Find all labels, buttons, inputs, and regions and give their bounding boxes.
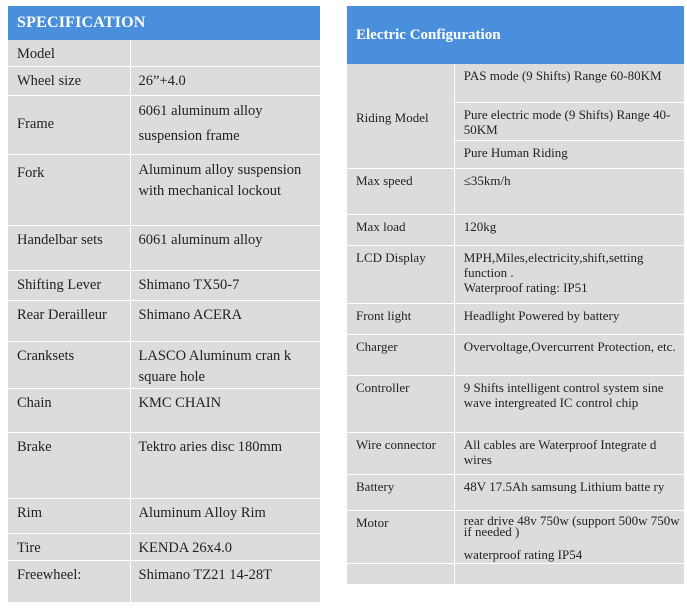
specification-table (8, 6, 320, 603)
elec-label: Riding Model (347, 64, 454, 168)
spec-value: 6061 aluminum alloy suspension frame (130, 95, 320, 154)
elec-row-charger (347, 334, 684, 375)
spec-value: Shimano TX50-7 (130, 270, 320, 300)
spec-label: Frame (8, 95, 130, 154)
elec-row-riding-model (347, 64, 684, 102)
spec-row-frame (8, 95, 320, 154)
elec-empty-cell (454, 563, 684, 584)
elec-row-lcd-display (347, 245, 684, 303)
elec-value-group (454, 245, 684, 303)
spec-row-tire (8, 533, 320, 560)
elec-row-wire-connector (347, 432, 684, 474)
elec-row-motor (347, 510, 684, 563)
spec-row-model (8, 40, 320, 66)
elec-value: All cables are Waterproof Integrate d wires (454, 432, 684, 474)
elec-value: PAS mode (9 Shifts) Range 60-80KM (454, 64, 684, 102)
spec-row-fork (8, 154, 320, 225)
spec-row-rim (8, 498, 320, 533)
elec-label: Max speed (347, 168, 454, 214)
spec-value: KENDA 26x4.0 (130, 533, 320, 560)
elec-value: Pure electric mode (9 Shifts) Range 40-50KM (454, 102, 684, 140)
elec-value: rear drive 48v 750w (support 500w 750w if needed ) (463, 512, 680, 539)
spec-label: Rim (8, 498, 130, 533)
elec-value: 48V 17.5Ah samsung Lithium batte ry (454, 474, 684, 510)
elec-row-front-light (347, 303, 684, 334)
elec-row-battery (347, 474, 684, 510)
specification-header (8, 6, 320, 40)
spec-label: Handelbar sets (8, 225, 130, 270)
spec-label: Cranksets (8, 341, 130, 388)
spec-row-shifting-lever (8, 270, 320, 300)
spec-value: 6061 aluminum alloy (130, 225, 320, 270)
elec-value: Pure Human Riding (454, 140, 684, 168)
spec-value: Shimano ACERA (130, 300, 320, 341)
elec-label: Max load (347, 214, 454, 245)
elec-row-max-speed (347, 168, 684, 214)
elec-row-empty (347, 563, 684, 584)
elec-label: LCD Display (347, 245, 454, 303)
elec-value: 120kg (454, 214, 684, 245)
spec-label: Freewheel: (8, 560, 130, 602)
electric-title: Electric Configuration (356, 26, 501, 43)
spec-value: LASCO Aluminum cran k square hole (130, 341, 320, 388)
elec-label: Front light (347, 303, 454, 334)
electric-configuration-table (347, 6, 684, 585)
elec-value: waterproof rating IP54 (463, 546, 583, 562)
spec-row-freewheel (8, 560, 320, 602)
specification-title: SPECIFICATION (17, 14, 146, 31)
spec-row-handlebar (8, 225, 320, 270)
elec-value: Waterproof rating: IP51 (463, 279, 588, 295)
electric-header (347, 6, 684, 64)
spec-label: Shifting Lever (8, 270, 130, 300)
elec-value-group (454, 510, 684, 563)
spec-row-rear-derailleur (8, 300, 320, 341)
elec-value: 9 Shifts intelligent control system sine wave intergreated IC control chip (454, 375, 684, 432)
elec-label: Battery (347, 474, 454, 510)
elec-label: Wire connector (347, 432, 454, 474)
spec-value: 26”+4.0 (130, 66, 320, 95)
spec-label: Fork (8, 154, 130, 225)
spec-row-wheel-size (8, 66, 320, 95)
spec-label: Model (8, 40, 130, 66)
spec-value: Shimano TZ21 14-28T (130, 560, 320, 602)
spec-label: Brake (8, 432, 130, 498)
spec-value (130, 40, 320, 66)
elec-empty-cell (347, 563, 454, 584)
spec-row-cranksets (8, 341, 320, 388)
spec-label: Wheel size (8, 66, 130, 95)
elec-row-max-load (347, 214, 684, 245)
elec-value: Overvoltage,Overcurrent Protection, etc. (454, 334, 684, 375)
elec-row-controller (347, 375, 684, 432)
spec-row-brake (8, 432, 320, 498)
elec-label: Controller (347, 375, 454, 432)
spec-label: Tire (8, 533, 130, 560)
elec-label: Charger (347, 334, 454, 375)
spec-label: Chain (8, 388, 130, 432)
spec-label: Rear Derailleur (8, 300, 130, 341)
spec-row-chain (8, 388, 320, 432)
spec-value: Tektro aries disc 180mm (130, 432, 320, 498)
elec-value: MPH,Miles,electricity,shift,setting function . (463, 249, 644, 280)
spec-value: KMC CHAIN (130, 388, 320, 432)
elec-label: Motor (347, 510, 454, 563)
elec-value: Headlight Powered by battery (454, 303, 684, 334)
spec-value: Aluminum Alloy Rim (130, 498, 320, 533)
spec-value: Aluminum alloy suspension with mechanical lockout (130, 154, 320, 225)
elec-value: ≤35km/h (454, 168, 684, 214)
